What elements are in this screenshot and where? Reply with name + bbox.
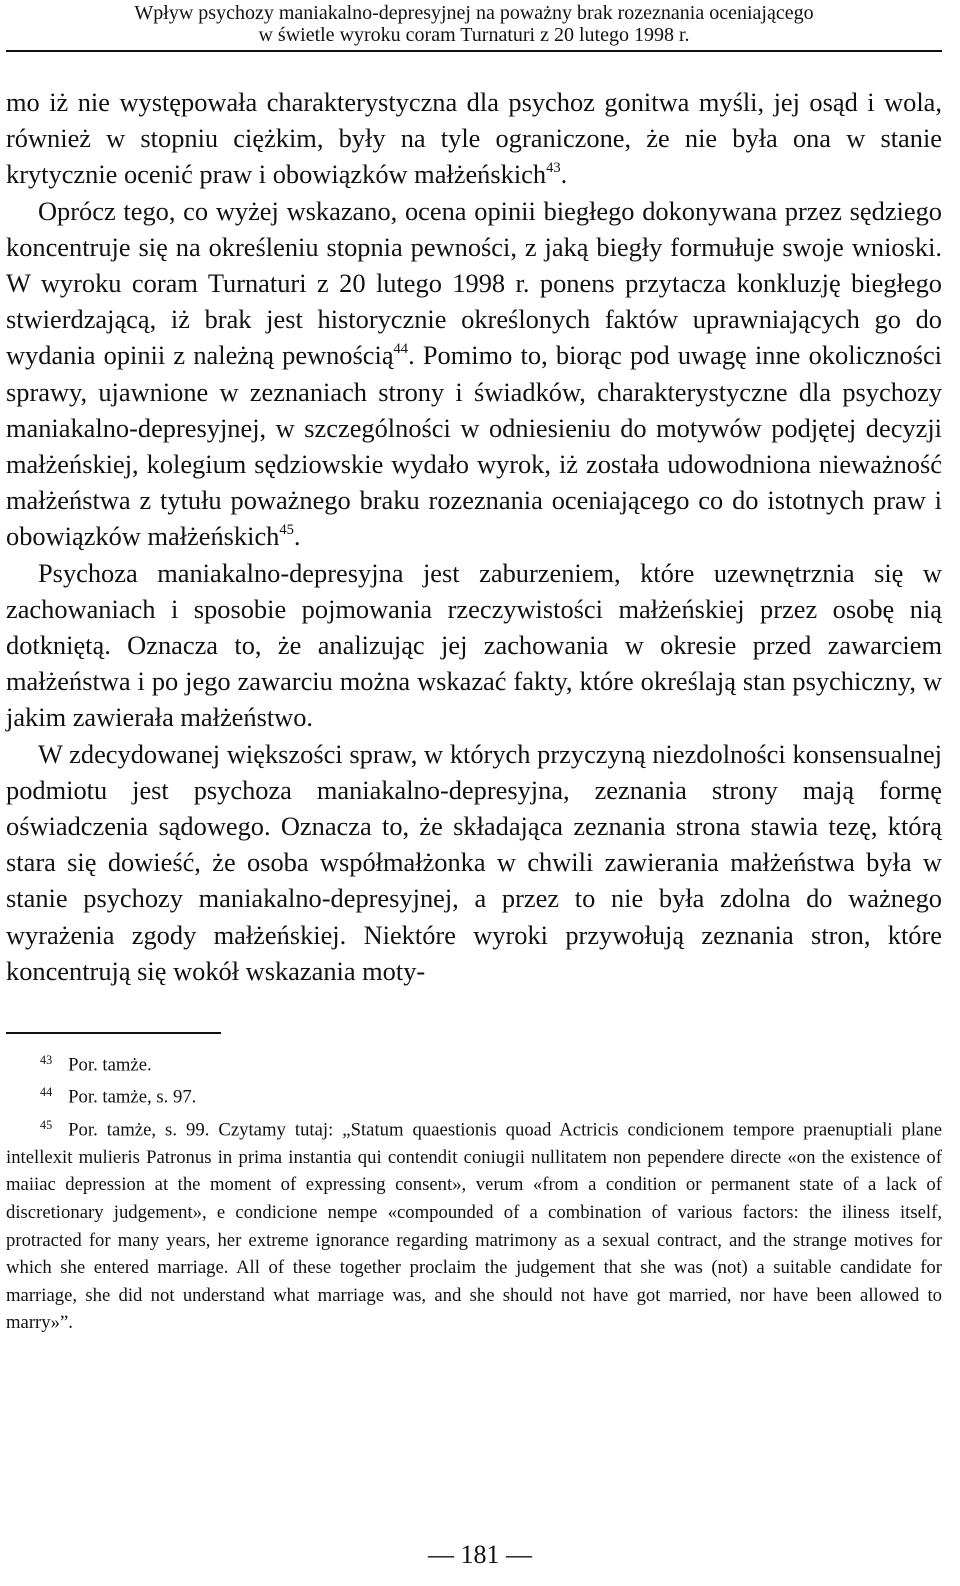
- footnote-43: [6, 1047, 942, 1079]
- paragraph-2-end: .: [293, 521, 301, 552]
- footnote-number: 45: [40, 1117, 53, 1132]
- footnotes: [6, 1047, 942, 1337]
- footnote-text: Por. tamże, s. 99. Czytamy tutaj: „Statum quaestionis quoad Actricis condicionem tempore praenuptiali plane intellexit mulieris Patronus in prima instantia qui contendit coniugii nullitatem non pependere directe «on the existence of maiiac depression at the moment of expressing consent», verum «from a condition or permanent state of a lack of discretionary judgement», e condicione nempe «compounded of a combination of various factors: the iliness itself, protracted for many years, her extreme ignorance regarding matrimony as a sexual contract, and the strange motives for which she entered marriage. All of these together proclaim the judgement that she was (not) a suitable candidate for marriage, she did not understand what marriage was, and she should not have got married, nor have been allowed to marry»”.: [6, 1119, 942, 1334]
- footnote-text: Por. tamże, s. 97.: [68, 1087, 197, 1109]
- paragraph-4: W zdecydowanej większości spraw, w których przyczyną niezdolności konsensualnej podmiotu jest psychoza maniakalno-depresyjna, zeznania strony mają formę oświadczenia sądowego. Oznacza to, że składająca zeznania strona stawia tezę, którą stara się dowieść, że osoba współmałżonka w chwili zawierania małżeństwa była w stanie psychozy maniakalno-depresyjnej, a przez to nie była zdolna do ważnego wyrażenia zgody małżeńskiej. Niektóre wyroki przywołują zeznania stron, które koncentrują się wokół wskazania moty-: [6, 738, 942, 986]
- header-rule: [6, 50, 942, 52]
- footnote-text: Por. tamże.: [68, 1054, 152, 1076]
- running-header-line-2: w świetle wyroku coram Turnaturi z 20 lutego 1998 r.: [258, 24, 690, 46]
- footnote-ref-44[interactable]: 44: [393, 341, 409, 358]
- body-text: [6, 84, 942, 989]
- paragraph-2-text-2: . Pomimo to, biorąc pod uwagę inne okoliczności sprawy, ujawnione w zeznaniach strony i świadków, charakterystyczne dla psychozy maniakalno-depresyjnej, w szczególności w odniesieniu do motywów podjętej decyzji małżeńskiej, kolegium sędziowskie wydało wyrok, iż została udowodniona nieważność małżeństwa z tytułu poważnego braku rozeznania oceniającego co do istotnych praw i obowiązków małżeńskich: [6, 340, 942, 552]
- paragraph-2: [6, 193, 942, 555]
- footnote-number: 43: [40, 1053, 53, 1068]
- paragraph-1: [6, 84, 942, 193]
- paragraph-3: Psychoza maniakalno-depresyjna jest zaburzeniem, które uzewnętrznia się w zachowaniach i sposobie pojmowania rzeczywistości małżeńskiej przez osobę nią dotkniętą. Oznacza to, że analizując jej zachowania w okresie przed zawarciem małżeństwa i po jego zawarciu można wskazać fakty, które określają stan psychiczny, w jakim zawierała małżeństwo.: [6, 557, 942, 733]
- footnote-45: [6, 1112, 942, 1337]
- footnote-rule: [6, 1032, 221, 1034]
- footnote-number: 44: [40, 1085, 53, 1100]
- paragraph-1-end: .: [560, 159, 568, 190]
- footnote-44: [6, 1079, 942, 1111]
- footnote-ref-45[interactable]: 45: [279, 522, 294, 539]
- page-number: — 181 —: [428, 1540, 532, 1569]
- running-header-line-1: Wpływ psychozy maniakalno-depresyjnej na poważny brak rozeznania oceniającego: [134, 2, 814, 24]
- running-header: [6, 0, 942, 46]
- paragraph-2-text-1: Oprócz tego, co wyżej wskazano, ocena opinii biegłego dokonywana przez sędziego koncentruje się na określeniu stopnia pewności, z jaką biegły formułuje swoje wnioski. W wyroku coram Turnaturi z 20 lutego 1998 r. ponens przytacza konkluzję biegłego stwierdzającą, iż brak jest historycznie określonych faktów uprawniających go do wydania opinii z należną pewnością: [6, 195, 942, 371]
- footnote-ref-43[interactable]: 43: [546, 160, 561, 177]
- paragraph-1-text: mo iż nie występowała charakterystyczna dla psychoz gonitwa myśli, jej osąd i wola, również w stopniu ciężkim, były na tyle ograniczone, że nie była ona w stanie krytycznie ocenić praw i obowiązków małżeńskich: [6, 87, 942, 190]
